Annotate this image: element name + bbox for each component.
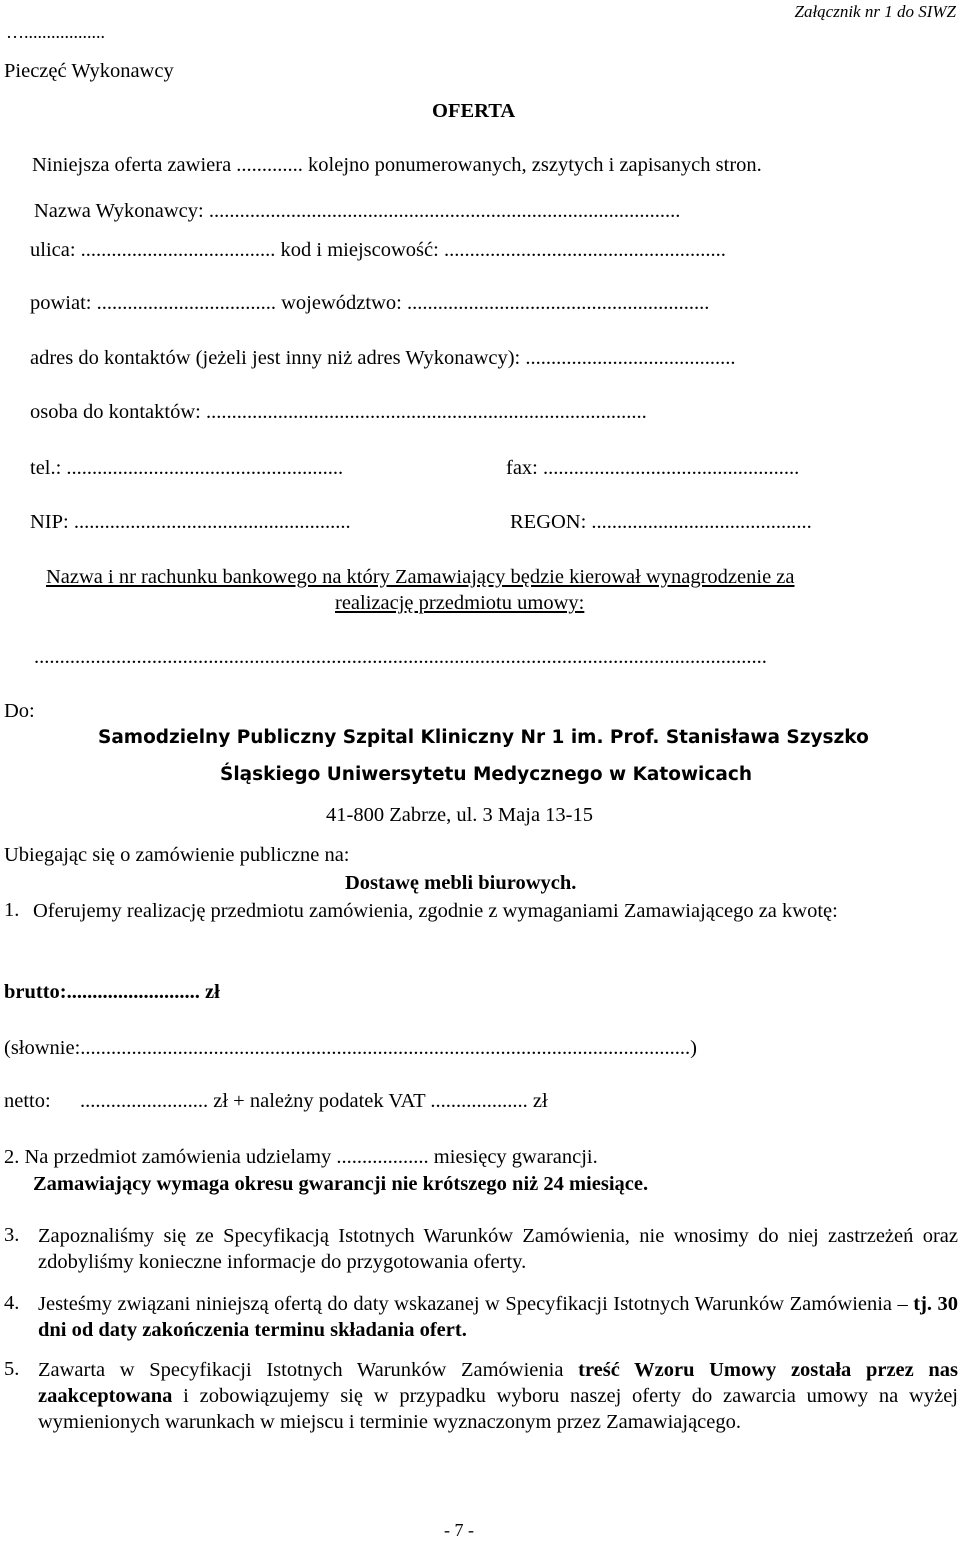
point-1-text: Oferujemy realizację przedmiotu zamówienia, zgodnie z wymaganiami Zamawiającego za kwotę: xyxy=(33,900,838,922)
attachment-label: Załącznik nr 1 do SIWZ xyxy=(794,2,956,21)
point-5-body-a: Zawarta w Specyfikacji Istotnych Warunków Zamówienia xyxy=(38,1359,564,1381)
gross-amount: brutto:.......................... zł xyxy=(4,981,220,1003)
procurement-intro: Ubiegając się o zamówienie publiczne na: xyxy=(4,844,350,866)
contractor-name-line: Nazwa Wykonawcy: ............................................................................................ xyxy=(34,200,681,222)
point-3-number: 3. xyxy=(4,1224,20,1246)
nip-line: NIP: ...................................................... xyxy=(30,511,351,533)
bank-account-dots: ............................................................................................................................................... xyxy=(34,646,767,668)
page-number: - 7 - xyxy=(444,1520,474,1540)
point-4-deadline: tj. 30 dni od daty zakończenia terminu składania ofert. xyxy=(38,1293,959,1341)
recipient-name-2: Śląskiego Uniwersytetu Medycznego w Katowicach xyxy=(220,764,752,785)
contact-person-line: osoba do kontaktów: ...................................................................................... xyxy=(30,401,647,423)
recipient-address: 41-800 Zabrze, ul. 3 Maja 13-15 xyxy=(326,804,593,826)
point-3-text: Zapoznaliśmy się ze Specyfikacją Istotnych Warunków Zamówienia, nie wnosimy do niej zastrzeżeń oraz zdobyliśmy konieczne informacje do przygotowania oferty. xyxy=(38,1225,958,1273)
net-label: netto: xyxy=(4,1090,51,1112)
point-2-text: 2. Na przedmiot zamówienia udzielamy .................. miesięcy gwarancji. xyxy=(4,1146,598,1168)
point-4-body: Jesteśmy związani niniejszą ofertą do daty wskazanej w Specyfikacji Istotnych Warunków Zamówienia – xyxy=(38,1293,908,1315)
recipient-label: Do: xyxy=(4,700,35,722)
document-title: OFERTA xyxy=(432,100,516,122)
point-2-requirement: Zamawiający wymaga okresu gwarancji nie krótszego niż 24 miesiące. xyxy=(33,1173,649,1195)
point-5-text xyxy=(38,1357,958,1435)
street-line: ulica: ...................................... kod i miejscowość: ....................................................... xyxy=(30,239,726,261)
net-amount: ......................... zł + należny podatek VAT ................... zł xyxy=(80,1090,548,1112)
bank-account-text-2: realizację przedmiotu umowy: xyxy=(335,592,585,614)
recipient-name-1: Samodzielny Publiczny Szpital Kliniczny Nr 1 im. Prof. Stanisława Szyszko xyxy=(98,727,869,748)
point-5-accepted: treść Wzoru Umowy została przez nas zaakceptowana xyxy=(38,1359,959,1407)
point-5-number: 5. xyxy=(4,1358,20,1380)
bank-account-text-1: Nazwa i nr rachunku bankowego na który Zamawiający będzie kierował wynagrodzenie za xyxy=(46,566,795,588)
point-1-number: 1. xyxy=(4,899,20,921)
point-4-number: 4. xyxy=(4,1292,20,1314)
stamp-dots: ….................. xyxy=(6,22,105,42)
point-4-text xyxy=(38,1291,958,1343)
stamp-label: Pieczęć Wykonawcy xyxy=(4,60,174,82)
contact-address-line: adres do kontaktów (jeżeli jest inny niż adres Wykonawcy): ......................................... xyxy=(30,347,736,369)
point-5-body-b: i zobowiązujemy się w przypadku wyboru naszej oferty do zawarcia umowy na wyżej wymienionych warunkach w miejscu i terminie wyznaczonym przez Zamawiającego. xyxy=(38,1385,959,1433)
regon-line: REGON: ........................................... xyxy=(510,511,812,533)
county-line: powiat: ................................... województwo: ........................................................... xyxy=(30,292,710,314)
pages-count-line: Niniejsza oferta zawiera ............. kolejno ponumerowanych, zszytych i zapisanych stron. xyxy=(32,154,762,176)
amount-in-words: (słownie:.......................................................................................................................) xyxy=(4,1037,697,1059)
tel-line: tel.: ...................................................... xyxy=(30,457,344,479)
procurement-subject: Dostawę mebli biurowych. xyxy=(345,872,577,894)
fax-line: fax: .................................................. xyxy=(506,457,800,479)
